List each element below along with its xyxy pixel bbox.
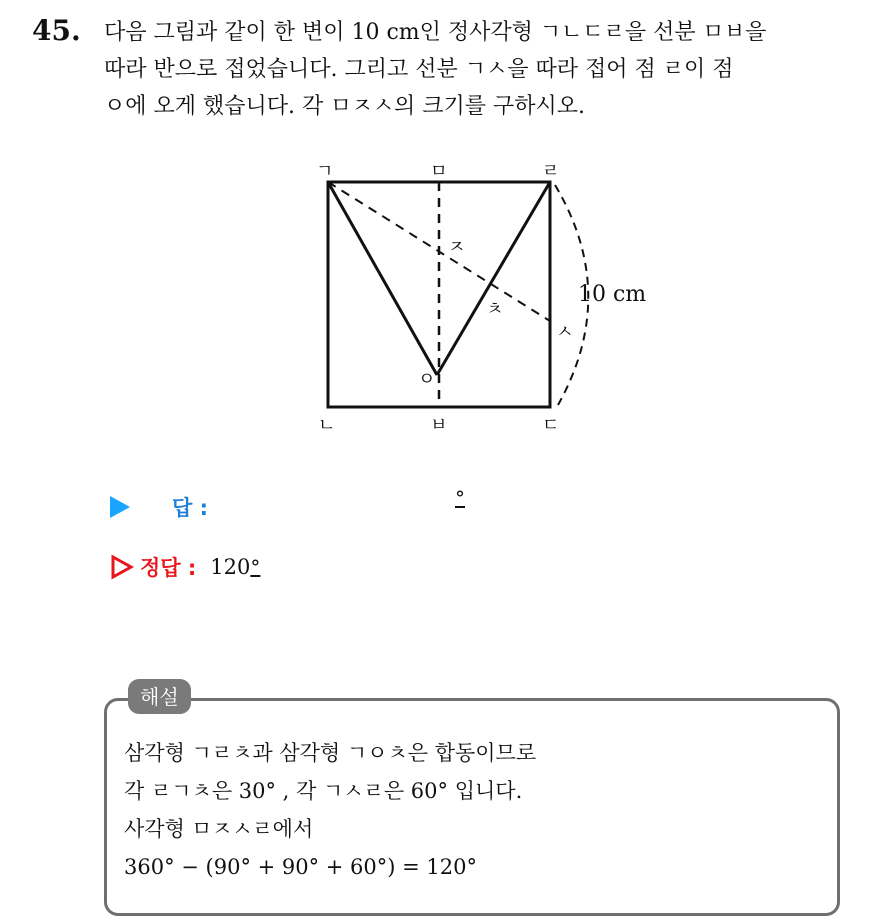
answer-label: 답 : xyxy=(172,496,208,520)
question-line: 다음 그림과 같이 한 변이 10 cm인 정사각형 ㄱㄴㄷㄹ을 선분 ㅁㅂ을 xyxy=(104,20,767,45)
solution-tag: 해설 xyxy=(128,679,191,714)
solution-line: 각 ㄹㄱㅊ은 30° , 각 ㄱㅅㄹ은 60° 입니다. xyxy=(124,779,523,803)
solution-text xyxy=(124,734,824,886)
correct-unit: ° xyxy=(250,555,261,579)
label-j: ㅈ xyxy=(448,237,466,258)
correct-value: 120 xyxy=(210,555,251,579)
label-d: ㄷ xyxy=(542,415,560,436)
outline-triangle-icon xyxy=(110,554,134,580)
solution-line: 사각형 ㅁㅈㅅㄹ에서 xyxy=(124,817,314,841)
label-o: ㅇ xyxy=(418,369,436,390)
label-ch: ㅊ xyxy=(486,299,504,320)
answer-unit: ° xyxy=(455,486,465,510)
question-line: 따라 반으로 접었습니다. 그리고 선분 ㄱㅅ을 따라 접어 점 ㄹ이 점 xyxy=(104,57,734,82)
solution-line: 삼각형 ㄱㄹㅊ과 삼각형 ㄱㅇㅊ은 합동이므로 xyxy=(124,741,537,765)
label-m: ㅁ xyxy=(430,161,448,182)
side-length-label: 10 cm xyxy=(578,282,647,307)
label-b: ㅂ xyxy=(430,415,448,436)
question-text xyxy=(104,14,874,125)
answer-row xyxy=(110,486,465,522)
label-n: ㄴ xyxy=(318,415,336,436)
correct-answer-row xyxy=(110,552,260,582)
play-triangle-icon xyxy=(110,496,130,518)
solution-line: 360° − (90° + 90° + 60°) = 120° xyxy=(124,855,478,879)
folded-square-figure xyxy=(300,155,660,440)
label-r: ㄹ xyxy=(542,161,560,182)
line-o-r xyxy=(437,182,550,375)
label-s: ㅅ xyxy=(556,322,574,343)
label-g: ㄱ xyxy=(316,161,334,182)
question-line: ㅇ에 오게 했습니다. 각 ㅁㅈㅅ의 크기를 구하시오. xyxy=(104,94,585,119)
correct-label: 정답 : xyxy=(140,556,197,580)
question-number: 45. xyxy=(32,14,81,47)
line-g-o xyxy=(328,182,437,375)
